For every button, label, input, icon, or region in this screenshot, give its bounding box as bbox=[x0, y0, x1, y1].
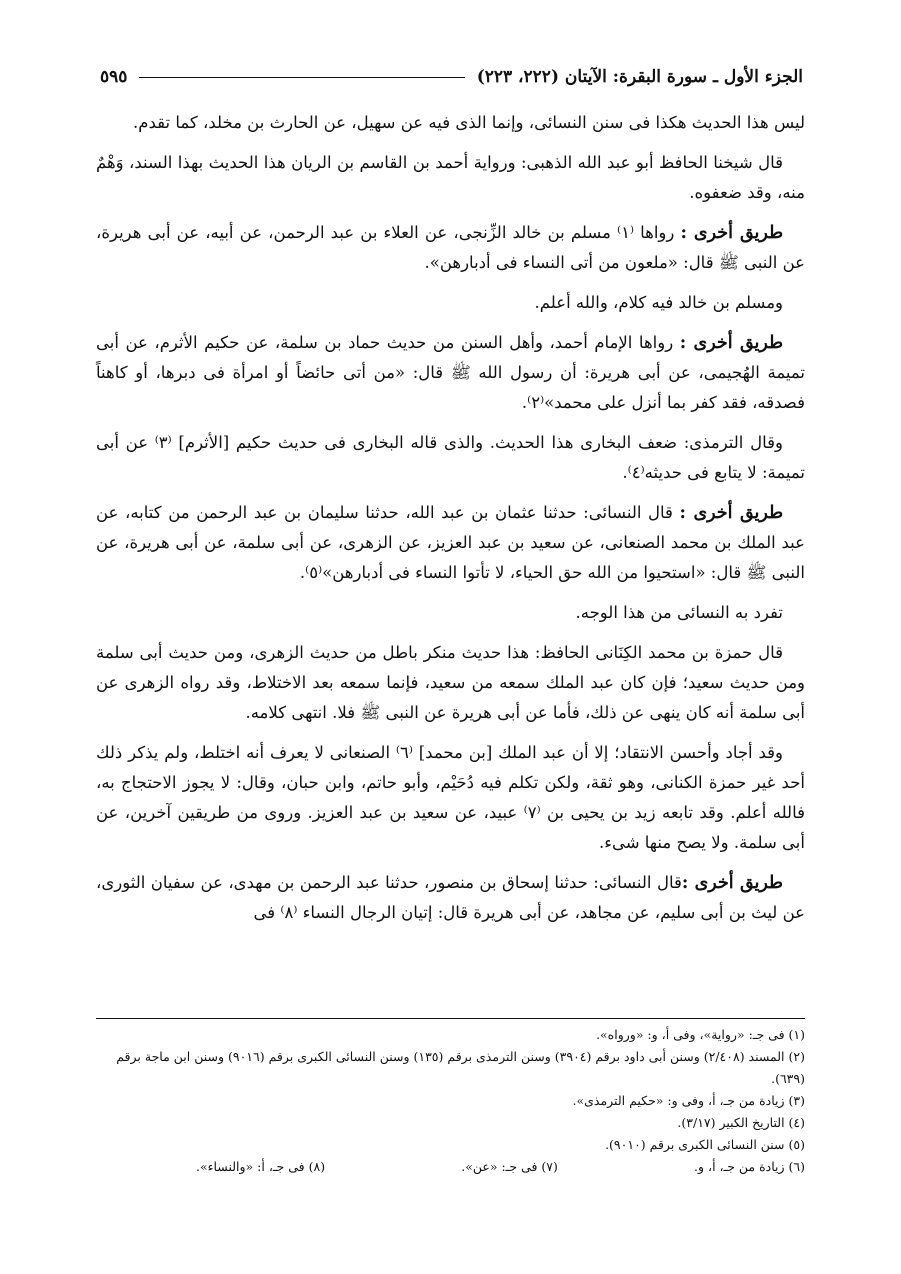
paragraph bbox=[96, 108, 805, 138]
footnote: (١) فى جـ: «رواية»، وفى أ، و: «ورواه». bbox=[596, 1027, 805, 1042]
footnote-row bbox=[96, 1156, 805, 1178]
running-header bbox=[100, 64, 803, 90]
paragraph-text: قال النسائى: حدثنا عثمان بن عبد الله، حدثنا سليمان بن عبد الرحمن من كتابه، عن عبد الملك بن محمد الصنعانى، عن سعيد بن عبد العزيز، عن الزهرى، عن أبى سلمة، عن أبى هريرة، عن النبى ﷺ قال: «استحيوا من الله حق الحياء، لا تأتوا النساء فى أدبارهن»⁽٥⁾. bbox=[96, 503, 805, 582]
paragraph-text: ومسلم بن خالد فيه كلام، والله أعلم. bbox=[534, 293, 783, 312]
main-text bbox=[96, 108, 805, 938]
paragraph-text: رواها ⁽١⁾ مسلم بن خالد الزِّنجى، عن العلاء بن عبد الرحمن، عن أبيه، عن أبى هريرة، عن النبى ﷺ قال: «ملعون من أتى النساء فى أدبارهن». bbox=[96, 223, 805, 272]
footnote: (٨) فى جـ، أ: «والنساء». bbox=[196, 1159, 326, 1174]
paragraph bbox=[96, 218, 805, 278]
paragraph-text: رواها الإمام أحمد، وأهل السنن من حديث حماد بن سلمة، عن حكيم الأثرم، عن أبى تميمة الهُجيمى، عن أبى هريرة: أن رسول الله ﷺ قال: «من أتى حائضاً أو امرأة فى دبرها، أو كاهناً فصدقه، فقد كفر بما أنزل على محمد»⁽٢⁾. bbox=[96, 333, 805, 412]
paragraph bbox=[96, 288, 805, 318]
header-rule bbox=[139, 77, 464, 78]
paragraph-text: قال النسائى: حدثنا إسحاق بن منصور، حدثنا عبد الرحمن بن مهدى، عن سفيان الثورى، عن ليث بن أبى سليم، عن مجاهد، عن أبى هريرة قال: إتيان الرجال النساء ⁽٨⁾ فى bbox=[96, 873, 805, 922]
section-lead: طريق أخرى : bbox=[679, 333, 783, 353]
footnote: (٤) التاريخ الكبير (٣/١٧). bbox=[677, 1115, 805, 1130]
paragraph bbox=[96, 738, 805, 858]
page-number: ٥٩٥ bbox=[100, 67, 128, 87]
section-lead: طريق أخرى : bbox=[681, 873, 783, 893]
paragraph bbox=[96, 148, 805, 208]
footnote: (٦) زيادة من جـ، أ، و. bbox=[694, 1159, 805, 1174]
paragraph-text: قال حمزة بن محمد الكِنَانى الحافظ: هذا حديث منكر باطل من حديث الزهرى، ومن حديث أبى سلمة ومن حديث سعيد؛ فإن كان عبد الملك سمعه من سعيد، فإنما سمعه بعد الاختلاط، وقد رواه الزهرى عن أبى سلمة أنه كان ينهى عن ذلك، فأما عن أبى هريرة عن النبى ﷺ فلا. انتهى كلامه. bbox=[96, 643, 805, 722]
paragraph bbox=[96, 638, 805, 728]
paragraph-text: ليس هذا الحديث هكذا فى سنن النسائى، وإنما الذى فيه عن سهيل، عن الحارث بن مخلد، كما تقدم. bbox=[133, 113, 805, 132]
footnote-separator bbox=[96, 1018, 805, 1019]
paragraph-text: تفرد به النسائى من هذا الوجه. bbox=[575, 603, 783, 622]
footnotes bbox=[96, 1024, 805, 1178]
paragraph-text: وقد أجاد وأحسن الانتقاد؛ إلا أن عبد الملك [بن محمد] ⁽٦⁾ الصنعانى لا يعرف أنه اختلط، ولم يذكر ذلك أحد غير حمزة الكنانى، وهو ثقة، ولكن تكلم فيه دُحَيْم، وأبو حاتم، وابن حبان، وقال: لا يجوز الاحتجاج به، فالله أعلم. وقد تابعه زيد بن يحيى بن ⁽٧⁾ عبيد، عن سعيد بن عبد العزيز. وروى من طريقين آخرين، عن أبى سلمة. ولا يصح منها شىء. bbox=[96, 743, 805, 852]
footnote: (٣) زيادة من جـ، أ، وفى و: «حكيم الترمذى». bbox=[572, 1093, 805, 1108]
section-lead: طريق أخرى : bbox=[679, 503, 783, 523]
footnote: (٥) سنن النسائى الكبرى برقم (٩٠١٠). bbox=[605, 1137, 805, 1152]
paragraph bbox=[96, 598, 805, 628]
footnote: (٢) المسند (٢/٤٠٨) وسنن أبى داود برقم (٣٩٠٤) وسنن الترمذى برقم (١٣٥) وسنن النسائى الكبرى برقم (٩٠١٦) وسنن ابن ماجة برقم (٦٣٩). bbox=[116, 1049, 805, 1086]
paragraph bbox=[96, 328, 805, 418]
section-lead: طريق أخرى : bbox=[680, 223, 783, 243]
chapter-title: الجزء الأول ـ سورة البقرة: الآيتان (٢٢٢، ٢٢٣) bbox=[476, 67, 803, 87]
paragraph bbox=[96, 868, 805, 928]
paragraph bbox=[96, 428, 805, 488]
paragraph bbox=[96, 498, 805, 588]
footnote: (٧) فى جـ: «عن». bbox=[461, 1159, 558, 1174]
paragraph-text: قال شيخنا الحافظ أبو عبد الله الذهبى: ورواية أحمد بن القاسم بن الريان هذا الحديث بهذا السند، وَهْمٌ منه، وقد ضعفوه. bbox=[96, 153, 805, 202]
paragraph-text: وقال الترمذى: ضعف البخارى هذا الحديث. والذى قاله البخارى فى حديث حكيم [الأثرم] ⁽٣⁾ عن أبى تميمة: لا يتابع فى حديثه⁽٤⁾. bbox=[96, 433, 805, 482]
